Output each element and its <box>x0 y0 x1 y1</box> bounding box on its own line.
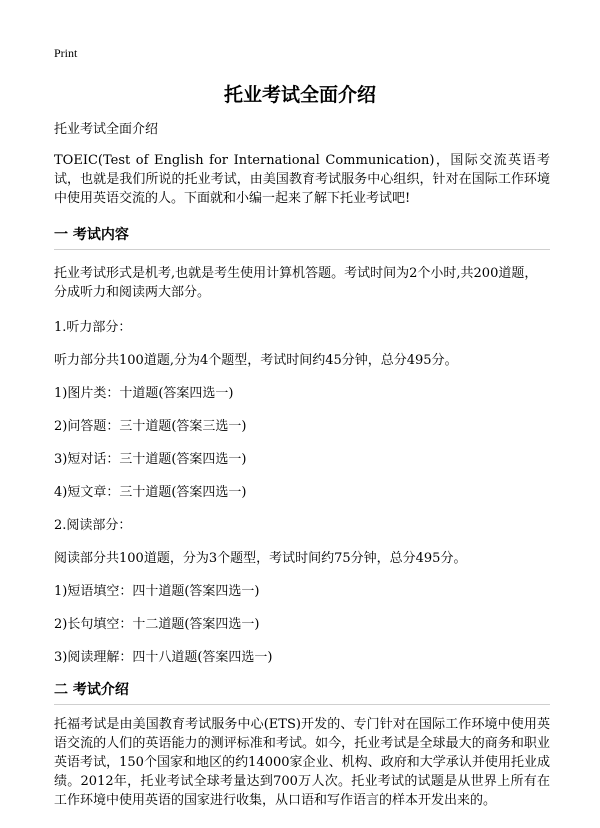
section-divider <box>54 249 550 250</box>
listening-heading: 1.听力部分： <box>54 320 132 335</box>
listening-summary: 听力部分共100道题,分为4个题型，考试时间约45分钟，总分495分。 <box>54 353 458 368</box>
print-link[interactable]: Print <box>54 46 78 60</box>
listening-item: 1)图片类：十道题(答案四选一) <box>54 386 234 401</box>
page-title: 托业考试全面介绍 <box>223 84 376 106</box>
listening-item: 2)问答题：三十道题(答案三选一) <box>54 419 247 434</box>
article-subtitle: 托业考试全面介绍 <box>54 122 159 137</box>
listening-item: 4)短文章：三十道题(答案四选一) <box>54 485 247 500</box>
exam-intro-paragraph: 托福考试是由美国教育考试服务中心(ETS)开发的、专门针对在国际工作环境中使用英语交流的人们的英语能力的测评标准和考试。如今，托业考试是全球最大的商务和职业英语考试，150个国家和地区的约14000家企业、机构、政府和大学承认并使用托业成绩。2012年，托业考试全球考量达到700万人次。托业考试的试题是从世界上所有在工作环境中使用英语的国家进行收集，从口语和写作语言的样本开发出来的。 <box>54 717 550 808</box>
section-heading-intro: 二 考试介绍 <box>54 682 129 698</box>
reading-item: 1)短语填空：四十道题(答案四选一) <box>54 584 260 599</box>
exam-format-paragraph: 托业考试形式是机考,也就是考生使用计算机答题。考试时间为2个小时,共200道题，分成听力和阅读两大部分。 <box>54 266 538 300</box>
reading-item: 3)阅读理解：四十八道题(答案四选一) <box>54 650 273 665</box>
intro-paragraph: TOEIC(Test of English for International Communication)，国际交流英语考试，也就是我们所说的托业考试，由美国教育考试服务中心组织，针对在国际工作环境中使用英语交流的人。下面就和小编一起来了解下托业考试吧! <box>54 153 550 206</box>
listening-item: 3)短对话：三十道题(答案四选一) <box>54 452 247 467</box>
section-divider <box>54 704 550 705</box>
reading-item: 2)长句填空：十二道题(答案四选一) <box>54 617 260 632</box>
section-heading-content: 一 考试内容 <box>54 227 129 243</box>
article-body <box>54 120 550 810</box>
reading-summary: 阅读部分共100道题，分为3个题型，考试时间约75分钟，总分495分。 <box>54 551 467 566</box>
reading-heading: 2.阅读部分： <box>54 518 132 533</box>
